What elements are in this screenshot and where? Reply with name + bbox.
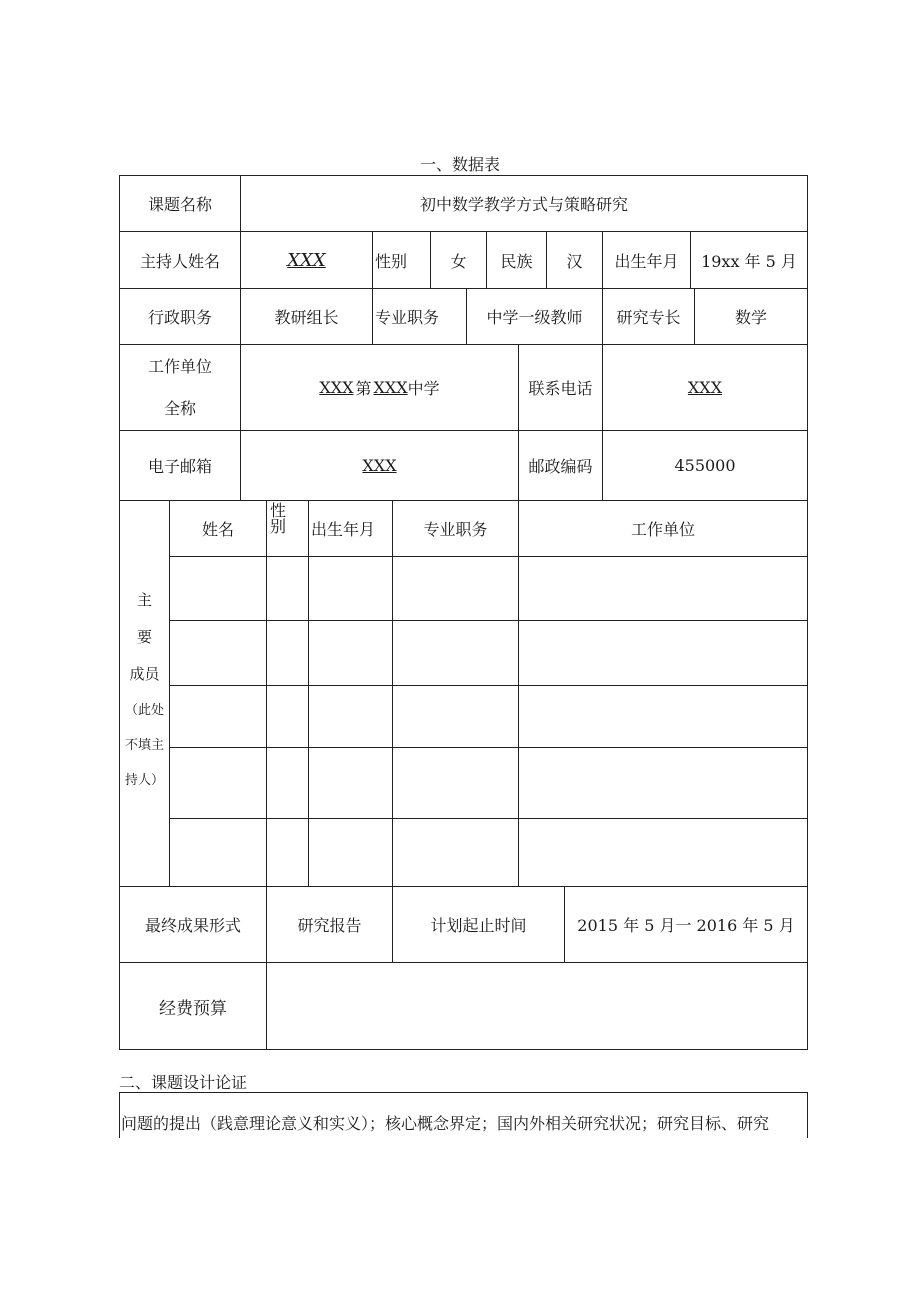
work-unit-part2: 第 <box>355 379 372 398</box>
email-label: 电子邮箱 <box>147 457 212 476</box>
work-unit-value <box>241 345 518 430</box>
members-side-line2: 要 <box>136 628 152 646</box>
admin-post-label: 行政职务 <box>147 308 212 327</box>
specialty-value: 数学 <box>734 308 767 327</box>
work-unit-part4: 中学 <box>407 379 440 398</box>
members-side-line1: 主 <box>136 591 152 609</box>
members-header-unit: 工作单位 <box>630 520 695 539</box>
work-unit-part1: XXX <box>319 378 354 397</box>
host-name-label: 主持人姓名 <box>139 251 220 271</box>
ethnic-label: 民族 <box>500 251 533 271</box>
members-header-name: 姓名 <box>201 520 234 539</box>
members-side-line4: （此处 <box>124 703 164 718</box>
section2-text: 问题的提出（践意理论意义和实义）；核心概念界定；国内外相关研究状况；研究目标、研究 <box>121 1114 770 1133</box>
ethnic-value: 汉 <box>566 251 583 271</box>
work-unit-part3: XXX <box>373 378 408 397</box>
prof-post-value: 中学一级教师 <box>486 308 583 327</box>
budget-value <box>267 963 807 1049</box>
work-unit-label-line1: 工作单位 <box>147 356 212 376</box>
phone-label: 联系电话 <box>528 379 593 398</box>
phone-text: XXX <box>687 378 723 397</box>
members-header-gender-line1: 性 <box>270 501 287 520</box>
plan-period-value: 2015 年 5 月一 2016 年 5 月 <box>577 916 795 935</box>
host-name-value <box>241 232 372 288</box>
prof-post-label: 专业职务 <box>375 308 440 327</box>
birth-value: 19xx 年 5 月 <box>701 251 797 271</box>
phone-value <box>603 345 807 430</box>
topic-name-value: 初中数学教学方式与策略研究 <box>419 195 628 214</box>
result-form-value: 研究报告 <box>297 916 362 935</box>
members-header-gender-line2: 别 <box>270 517 287 536</box>
gender-label: 性别 <box>375 251 408 271</box>
specialty-label: 研究专长 <box>616 308 681 327</box>
members-header-prof: 专业职务 <box>423 520 488 539</box>
email-value <box>241 431 518 500</box>
plan-period-label: 计划起止时间 <box>430 916 527 935</box>
admin-post-value: 教研组长 <box>274 308 339 327</box>
email-text: XXX <box>362 456 397 475</box>
work-unit-label-line2: 全称 <box>163 398 196 418</box>
gender-value: 女 <box>450 251 467 271</box>
members-side-line3: 成员 <box>129 665 160 683</box>
postcode-label: 邮政编码 <box>528 457 593 476</box>
members-side-label <box>120 560 169 820</box>
result-form-label: 最终成果形式 <box>144 916 241 935</box>
topic-name-label: 课题名称 <box>147 195 212 214</box>
birth-label: 出生年月 <box>614 251 679 271</box>
page-title: 一、数据表 <box>419 155 500 174</box>
section2-title: 二、课题设计论证 <box>119 1073 248 1092</box>
postcode-value: 455000 <box>674 456 736 475</box>
work-unit-label <box>120 345 240 430</box>
members-side-line6: 持人） <box>124 773 164 788</box>
members-side-line5: 不填主 <box>124 738 164 753</box>
members-header-gender <box>267 501 311 556</box>
members-header-birth: 出生年月 <box>311 520 376 539</box>
budget-label: 经费预算 <box>159 998 227 1019</box>
host-name-text: XXX <box>287 249 326 271</box>
